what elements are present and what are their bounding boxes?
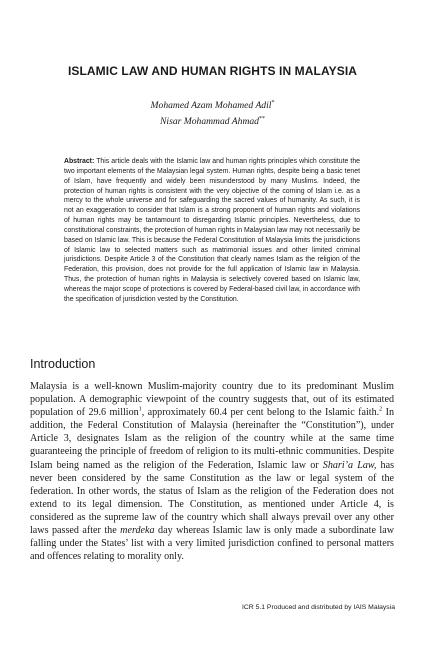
abstract-text: This article deals with the Islamic law and human rights principles which constitute the two important elements of the Malaysian legal system. Human rights, despite being a basic tenet of Islam, have frequently and widely been misunderstood by many Muslims. Indeed, the protection of human rights is consistent with the very objective of the coming of Islam i.e. as a mercy to the whole universe and for safeguarding the sacred values of humanity. As such, it is not an exaggeration to consider that Islam is a strong proponent of human rights and violations of human rights may be tantamount to disregarding Islamic principles. Nevertheless, due to constitutional constraints, the protection of human rights in Malaysian law may not necessarily be based on Islamic law. This is because the Federal Constitution of Malaysia limits the jurisdictions of Islamic law to selected matters such as matrimonial issues and other limited criminal jurisdictions. Despite Article 3 of the Constitution that clearly names Islam as the religion of the Federation, this provision, does not provide for the full application of Islamic law in Malaysia. Thus, the protection of human rights in Malaysia is selectively covered based on Islamic law, whereas the major scope of protections is covered by Federal-based civil law, in accordance with the specification of jurisdiction vested by the Constitution. [64,158,360,303]
body-text-1: Malaysia is a well-known Muslim-majority country due to its predominant Muslim population. A demographic viewpoint of the country suggests that, out of its estimated population of 29.6 million [30,381,394,419]
body-text-5: day whereas Islamic law is only made a subordinate law falling under the States’ list with a very limited jurisdiction confined to personal matters and offences relating to morality only. [30,525,395,563]
author-1-mark: * [271,100,275,106]
body-text-3: In addition, the Federal Constitution of Malaysia (hereinafter the “Constitution”), under Article 3, designates Islam as the religion of the country while at the same time guaranteeing the principle of freedom of religion to its multi-ethnic communities. Despite Islam being named as the religion of the Federation, Islamic law or [30,407,394,471]
author-block [0,97,425,128]
paper-title: ISLAMIC LAW AND HUMAN RIGHTS IN MALAYSIA [67,64,358,78]
body-text-2: , approximately 60.4 per cent belong to the Islamic faith. [141,407,380,419]
body-paragraph [30,380,394,563]
abstract-label: Abstract: [64,158,95,165]
page-footer: ICR 5.1 Produced and distributed by IAIS Malaysia [241,604,395,611]
body-text-4: has never been considered by the same Constitution as the law or legal system of the federation. In other words, the status of Islam as the religion of the Federation does not extend to its legal dimension. The Constitution, as mentioned under Article 4, is considered as the supreme law of the country which shall always prevail over any other laws passed after the [30,459,394,537]
abstract [64,157,360,305]
author-1 [0,97,425,113]
italic-term-sharia: Shari’a Law, [322,459,377,471]
italic-term-merdeka: merdeka [120,525,155,537]
footnote-ref-1[interactable]: 1 [138,406,142,413]
author-2-name: Nisar Mohammad Ahmad [160,115,259,127]
author-2 [0,113,425,129]
section-heading: Introduction [30,357,96,371]
author-2-mark: ** [258,115,265,122]
author-1-name: Mohamed Azam Mohamed Adil [150,100,272,112]
footnote-ref-2[interactable]: 2 [379,406,383,413]
